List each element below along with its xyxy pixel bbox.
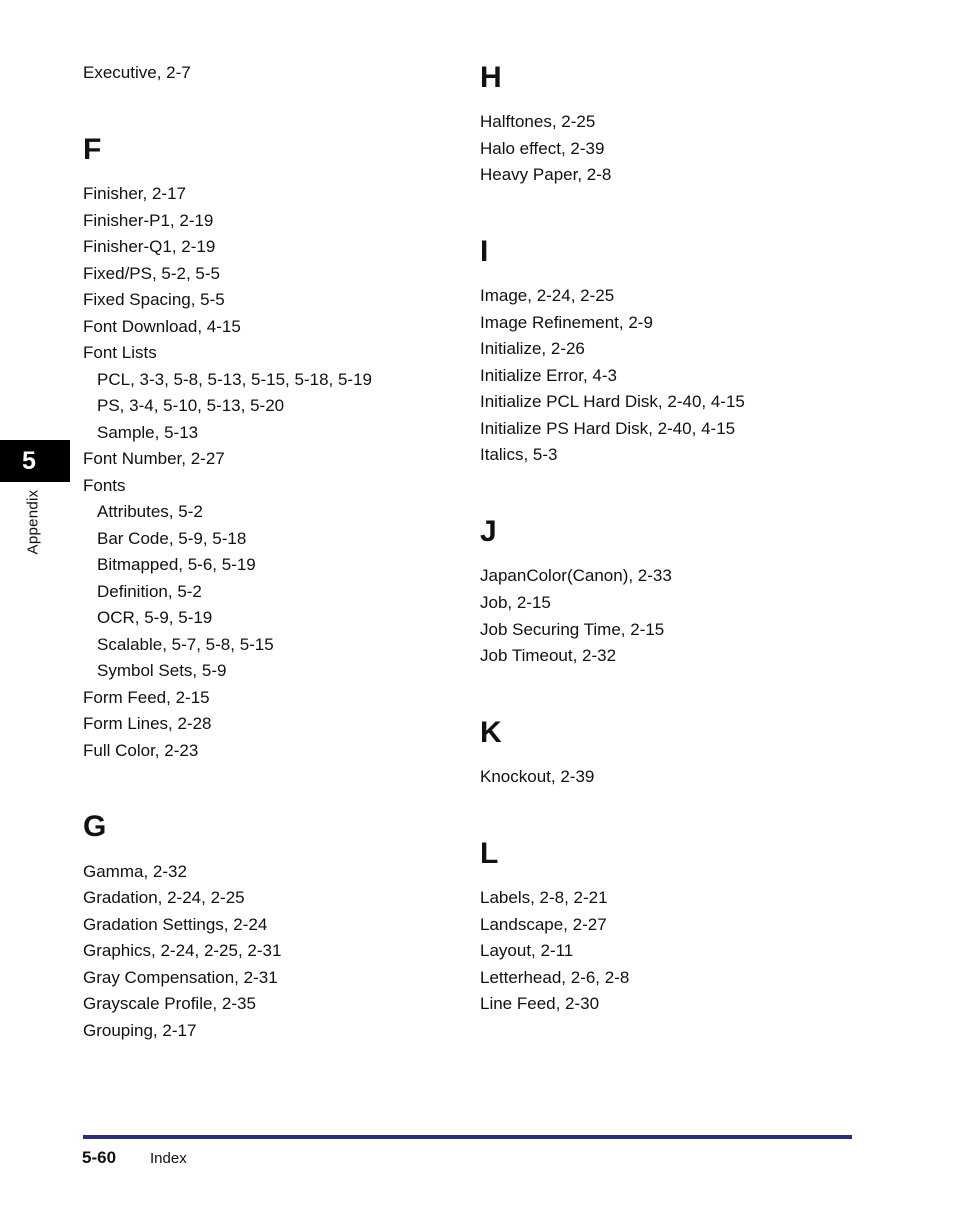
index-entry: Landscape, 2-27 <box>480 915 607 934</box>
index-entry: Layout, 2-11 <box>480 941 574 960</box>
index-entry: Line Feed, 2-30 <box>480 994 600 1013</box>
index-entry: Full Color, 2-23 <box>83 741 199 760</box>
index-entry: Fixed/PS, 5-2, 5-5 <box>83 264 221 283</box>
index-entry: Job Securing Time, 2-15 <box>480 620 665 639</box>
chapter-tab <box>0 440 70 482</box>
index-entry: Heavy Paper, 2-8 <box>480 165 612 184</box>
index-entry: Knockout, 2-39 <box>480 767 595 786</box>
index-entry: Fixed Spacing, 5-5 <box>83 290 225 309</box>
index-entry: Initialize PCL Hard Disk, 2-40, 4-15 <box>480 392 745 411</box>
chapter-number: 5 <box>22 446 36 475</box>
footer-title: Index <box>150 1150 187 1167</box>
index-entry: JapanColor(Canon), 2-33 <box>480 566 672 585</box>
footer-rule <box>83 1135 852 1139</box>
index-entry: Gamma, 2-32 <box>83 862 187 881</box>
index-entry: Initialize PS Hard Disk, 2-40, 4-15 <box>480 419 736 438</box>
index-entry: Job, 2-15 <box>480 593 551 612</box>
index-entry: Halo effect, 2-39 <box>480 139 605 158</box>
index-subentry: PCL, 3-3, 5-8, 5-13, 5-15, 5-18, 5-19 <box>97 370 372 389</box>
index-entry: Initialize Error, 4-3 <box>480 366 617 385</box>
index-entry: Executive, 2-7 <box>83 63 191 82</box>
index-entry: Finisher-P1, 2-19 <box>83 211 214 230</box>
index-entry: Form Lines, 2-28 <box>83 714 212 733</box>
index-entry: Image, 2-24, 2-25 <box>480 286 615 305</box>
index-entry: Grouping, 2-17 <box>83 1021 197 1040</box>
index-entry: Font Number, 2-27 <box>83 449 225 468</box>
index-entry: Graphics, 2-24, 2-25, 2-31 <box>83 941 282 960</box>
index-subentry: Definition, 5-2 <box>97 582 202 601</box>
index-entry: Italics, 5-3 <box>480 445 558 464</box>
index-entry: Image Refinement, 2-9 <box>480 313 653 332</box>
index-entry: Finisher, 2-17 <box>83 184 186 203</box>
section-letter: I <box>480 235 489 268</box>
index-entry: Font Lists <box>83 343 157 362</box>
index-entry: Gradation Settings, 2-24 <box>83 915 268 934</box>
index-entry: Letterhead, 2-6, 2-8 <box>480 968 630 987</box>
index-entry: Gradation, 2-24, 2-25 <box>83 888 245 907</box>
section-letter: G <box>83 810 107 843</box>
section-letter: K <box>480 716 502 749</box>
index-subentry: Attributes, 5-2 <box>97 502 203 521</box>
index-entry: Gray Compensation, 2-31 <box>83 968 278 987</box>
section-letter: H <box>480 61 502 94</box>
index-subentry: OCR, 5-9, 5-19 <box>97 608 213 627</box>
index-subentry: Sample, 5-13 <box>97 423 199 442</box>
chapter-label: Appendix <box>24 489 42 555</box>
page-number: 5-60 <box>82 1148 117 1167</box>
index-subentry: Scalable, 5-7, 5-8, 5-15 <box>97 635 274 654</box>
index-entry: Initialize, 2-26 <box>480 339 585 358</box>
index-entry: Job Timeout, 2-32 <box>480 646 617 665</box>
index-entry: Form Feed, 2-15 <box>83 688 210 707</box>
index-subentry: Bitmapped, 5-6, 5-19 <box>97 555 256 574</box>
index-entry: Font Download, 4-15 <box>83 317 241 336</box>
section-letter: J <box>480 515 497 548</box>
index-subentry: Symbol Sets, 5-9 <box>97 661 227 680</box>
index-entry: Grayscale Profile, 2-35 <box>83 994 256 1013</box>
index-entry: Labels, 2-8, 2-21 <box>480 888 608 907</box>
index-entry: Fonts <box>83 476 126 495</box>
index-subentry: PS, 3-4, 5-10, 5-13, 5-20 <box>97 396 285 415</box>
section-letter: F <box>83 133 102 166</box>
section-letter: L <box>480 837 499 870</box>
index-entry: Halftones, 2-25 <box>480 112 596 131</box>
index-entry: Finisher-Q1, 2-19 <box>83 237 216 256</box>
index-subentry: Bar Code, 5-9, 5-18 <box>97 529 247 548</box>
